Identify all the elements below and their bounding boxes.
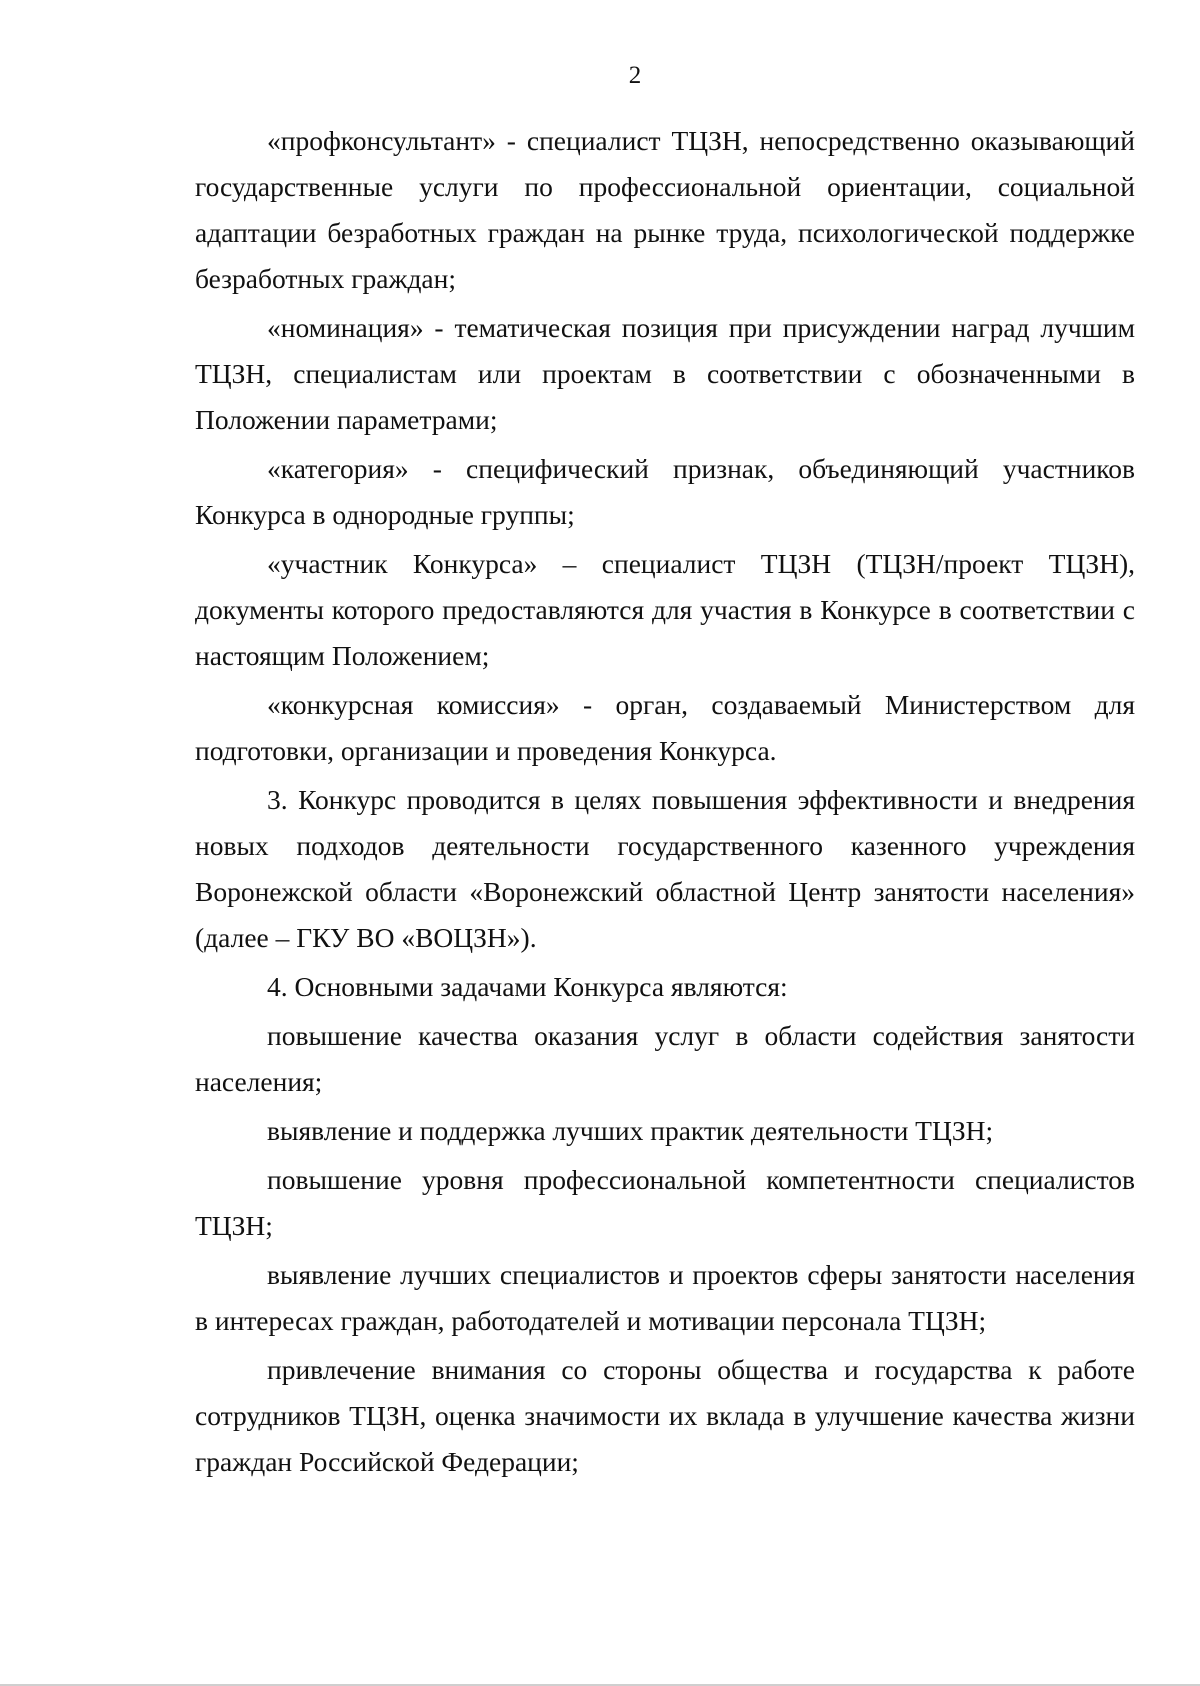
definition-contest-commission: «конкурсная комиссия» - орган, создаваемый Министерством для подготовки, организации и проведения Конкурса.	[195, 689, 1135, 766]
document-body	[195, 118, 1135, 1488]
section-3-contest-goals: 3. Конкурс проводится в целях повышения эффективности и внедрения новых подходов деятельности государственного казенного учреждения Воронежской области «Воронежский областной Центр занятости населения» (далее – ГКУ ВО «ВОЦЗН»).	[195, 784, 1135, 953]
definition-prof-consultant: «профконсультант» - специалист ТЦЗН, непосредственно оказывающий государственные услуги по профессиональной ориентации, социальной адаптации безработных граждан на рынке труда, психологической поддержке безработных граждан;	[195, 125, 1135, 294]
section-4-contest-tasks-heading: 4. Основными задачами Конкурса являются:	[267, 971, 788, 1002]
task-best-specialists: выявление лучших специалистов и проектов сферы занятости населения в интересах граждан, работодателей и мотивации персонала ТЦЗН;	[195, 1259, 1135, 1336]
task-public-attention: привлечение внимания со стороны общества и государства к работе сотрудников ТЦЗН, оценка значимости их вклада в улучшение качества жизни граждан Российской Федерации;	[195, 1354, 1135, 1477]
definition-nomination: «номинация» - тематическая позиция при присуждении наград лучшим ТЦЗН, специалистам или проектам в соответствии с обозначенными в Положении параметрами;	[195, 312, 1135, 435]
task-service-quality: повышение качества оказания услуг в области содействия занятости населения;	[195, 1020, 1135, 1097]
task-best-practices: выявление и поддержка лучших практик деятельности ТЦЗН;	[267, 1115, 994, 1146]
task-competence: повышение уровня профессиональной компетентности специалистов ТЦЗН;	[195, 1164, 1135, 1241]
definition-category: «категория» - специфический признак, объединяющий участников Конкурса в однородные группы;	[195, 453, 1135, 530]
page-number: 2	[628, 62, 642, 89]
definition-contest-participant: «участник Конкурса» – специалист ТЦЗН (ТЦЗН/проект ТЦЗН), документы которого предоставляются для участия в Конкурсе в соответствии с настоящим Положением;	[195, 548, 1135, 671]
